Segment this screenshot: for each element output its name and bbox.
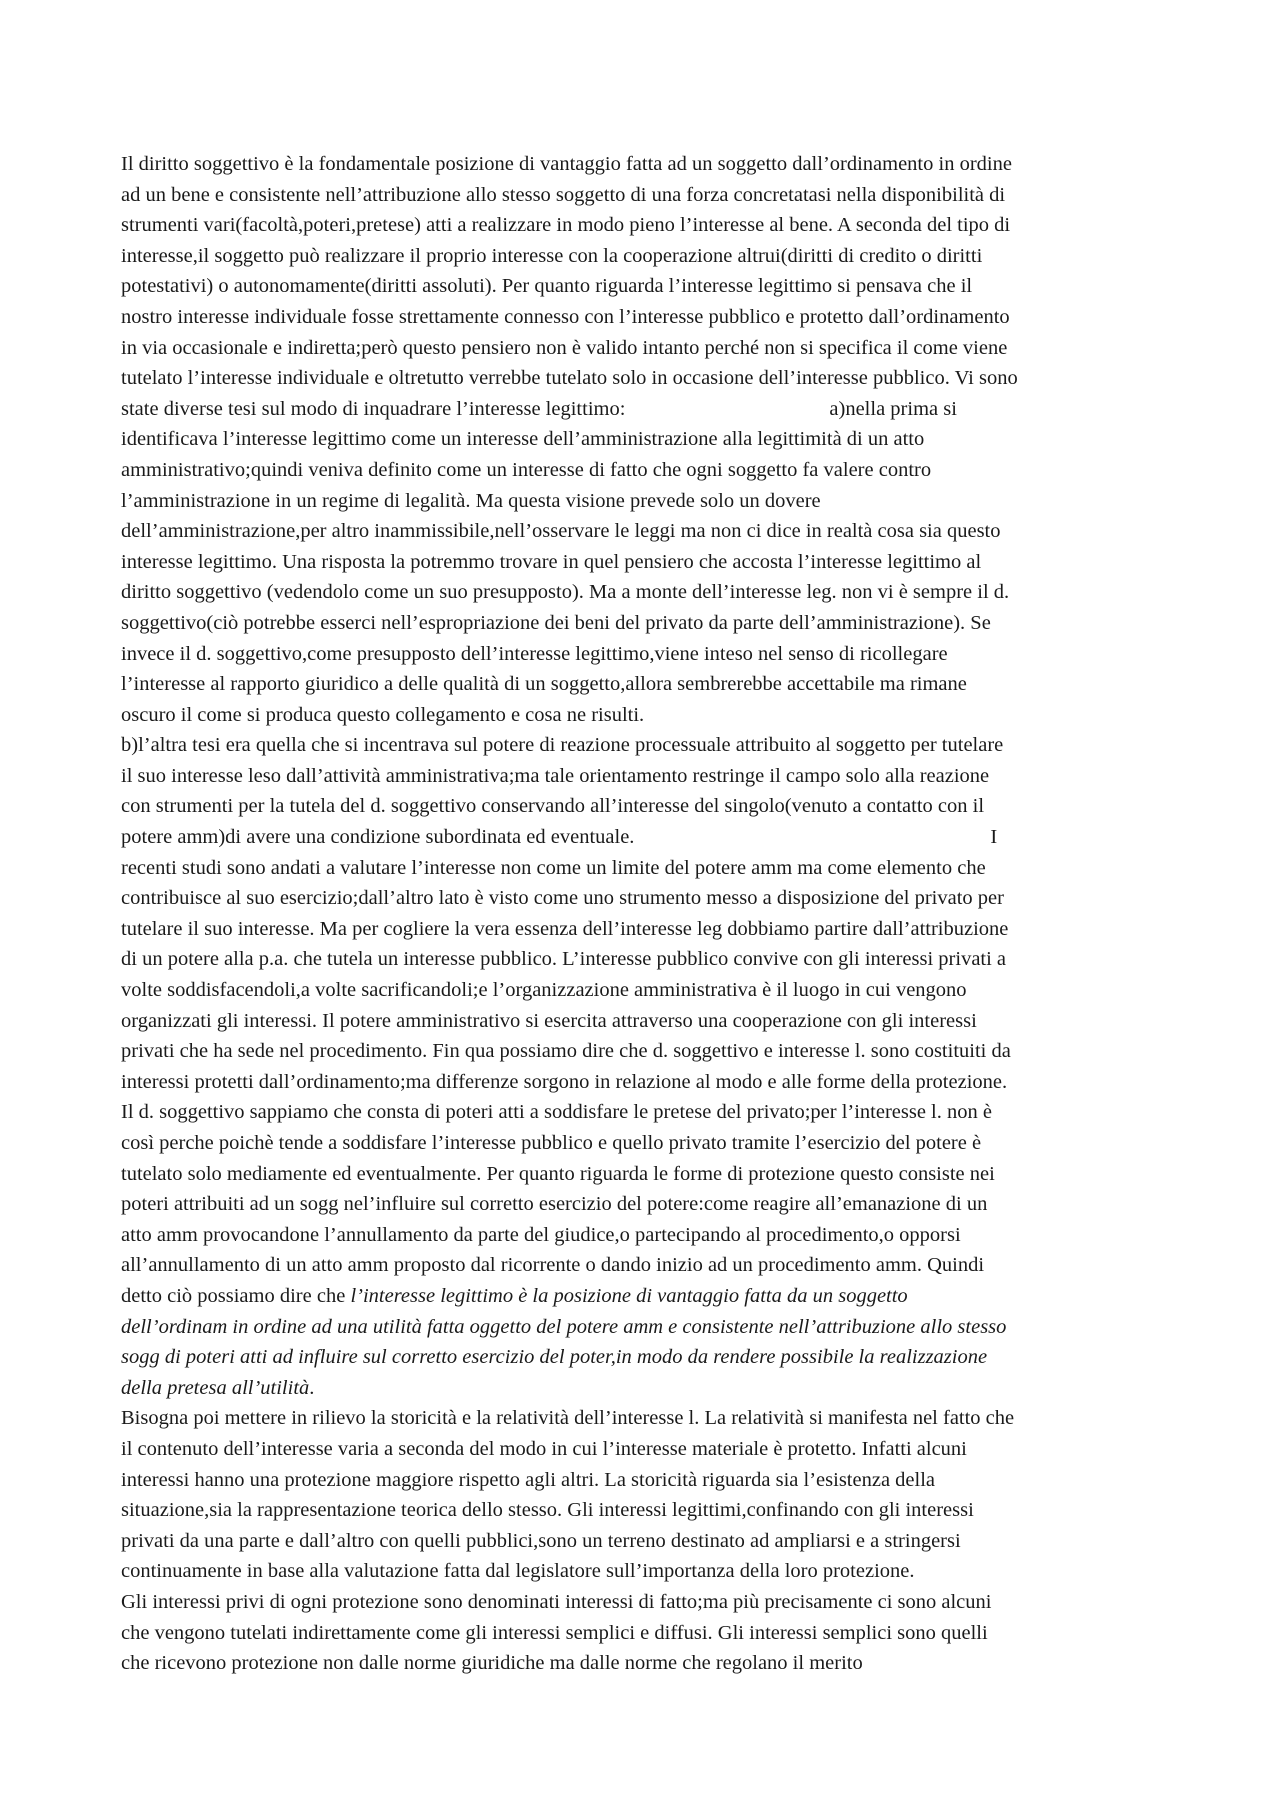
line-text: ad un bene e consistente nell’attribuzione allo stesso soggetto di una forza concretatasi nella disponibilità di — [121, 183, 1006, 206]
text-line — [121, 1281, 1173, 1312]
line-text: volte soddisfacendoli,a volte sacrificandoli;e l’organizzazione amministrativa è il luogo in cui vengono — [121, 979, 967, 1002]
text-line — [121, 455, 1173, 486]
line-text: con strumenti per la tutela del d. soggettivo conservando all’interesse del singolo(venuto a contatto con il — [121, 795, 985, 818]
text-line — [121, 1342, 1173, 1373]
line-italic-text: dell’ordinam in ordine ad una utilità fatta oggetto del potere amm e consistente nell’attribuzione allo stesso — [121, 1315, 1007, 1338]
line-tail-text: I — [990, 826, 998, 849]
text-line — [121, 1587, 1173, 1618]
line-text: Il d. soggettivo sappiamo che consta di poteri atti a soddisfare le pretese del privato;per l’interesse l. non è — [121, 1101, 992, 1124]
text-line — [121, 1036, 1173, 1067]
line-text: che ricevono protezione non dalle norme giuridiche ma dalle norme che regolano il merito — [121, 1652, 863, 1675]
text-line — [121, 1403, 1173, 1434]
text-line — [121, 302, 1173, 333]
text-line — [121, 975, 1173, 1006]
line-text: b)l’altra tesi era quella che si incentrava sul potere di reazione processuale attribuito al soggetto per tutelare — [121, 734, 1004, 757]
text-line — [121, 1189, 1173, 1220]
line-text: il contenuto dell’interesse varia a seconda del modo in cui l’interesse materiale è protetto. Infatti alcuni — [121, 1437, 967, 1460]
text-line — [121, 1097, 1173, 1128]
line-text: state diverse tesi sul modo di inquadrare l’interesse legittimo: — [121, 397, 626, 420]
line-text: di un potere alla p.a. che tutela un interesse pubblico. L’interesse pubblico convive con gli interessi privati a — [121, 948, 1007, 971]
line-text: interessi hanno una protezione maggiore rispetto agli altri. La storicità riguarda sia l’esistenza della — [121, 1468, 936, 1491]
text-line — [121, 1006, 1173, 1037]
text-line — [121, 1526, 1173, 1557]
line-text: identificava l’interesse legittimo come un interesse dell’amministrazione alla legittimità di un atto — [121, 428, 925, 451]
text-line — [121, 210, 1173, 241]
line-text: oscuro il come si produca questo collegamento e cosa ne risulti. — [121, 703, 645, 726]
text-line — [121, 700, 1173, 731]
text-line — [121, 516, 1173, 547]
text-line — [121, 333, 1173, 364]
text-line — [121, 1556, 1173, 1587]
body-text — [121, 149, 1173, 1679]
line-text: Gli interessi privi di ogni protezione sono denominati interessi di fatto;ma più precisamente ci sono alcuni — [121, 1590, 992, 1613]
text-line — [121, 822, 1173, 853]
line-text: recenti studi sono andati a valutare l’interesse non come un limite del potere amm ma come elemento che — [121, 856, 986, 879]
line-text: l’amministrazione in un regime di legalità. Ma questa visione prevede solo un dovere — [121, 489, 821, 512]
line-text: diritto soggettivo (vedendolo come un suo presupposto). Ma a monte dell’interesse leg. non vi è sempre il d. — [121, 581, 1010, 604]
line-text: strumenti vari(facoltà,poteri,pretese) atti a realizzare in modo pieno l’interesse al bene. A seconda del tipo di — [121, 214, 1011, 237]
line-text: amministrativo;quindi veniva definito come un interesse di fatto che ogni soggetto fa valere contro — [121, 458, 932, 481]
line-text: Il diritto soggettivo è la fondamentale posizione di vantaggio fatta ad un soggetto dall’ordinamento in ordine — [121, 153, 1012, 175]
text-line — [121, 1373, 1173, 1404]
line-tail-text: a)nella prima si — [829, 397, 957, 420]
line-italic-text: l’interesse legittimo è la posizione di vantaggio fatta da un soggetto — [350, 1284, 908, 1307]
line-text: invece il d. soggettivo,come presupposto dell’interesse legittimo,viene inteso nel senso di ricollegare — [121, 642, 948, 665]
line-text: l’interesse al rapporto giuridico a delle qualità di un soggetto,allora sembrerebbe accettabile ma rimane — [121, 673, 967, 696]
text-line — [121, 241, 1173, 272]
line-text: che vengono tutelati indirettamente come gli interessi semplici e diffusi. Gli interessi semplici sono quelli — [121, 1621, 988, 1644]
text-line — [121, 149, 1173, 180]
text-line — [121, 639, 1173, 670]
text-line — [121, 1159, 1173, 1190]
text-line — [121, 394, 1173, 425]
line-text: interessi protetti dall’ordinamento;ma differenze sorgono in relazione al modo e alle forme della protezione. — [121, 1070, 1008, 1093]
line-text: all’annullamento di un atto amm proposto dal ricorrente o dando inizio ad un procedimento amm. Quindi — [121, 1254, 985, 1277]
text-line — [121, 424, 1173, 455]
text-line — [121, 1067, 1173, 1098]
text-line — [121, 1434, 1173, 1465]
line-text: in via occasionale e indiretta;però questo pensiero non è valido intanto perché non si specifica il come viene — [121, 336, 1008, 359]
text-line — [121, 1465, 1173, 1496]
line-text: Bisogna poi mettere in rilievo la storicità e la relatività dell’interesse l. La relatività si manifesta nel fatto che — [121, 1407, 1015, 1430]
line-italic-text: sogg di poteri atti ad influire sul corretto esercizio del poter,in modo da rendere possibile la realizzazione — [121, 1346, 988, 1369]
line-text: privati che ha sede nel procedimento. Fin qua possiamo dire che d. soggettivo e interesse l. sono costituiti da — [121, 1040, 1011, 1063]
text-line — [121, 1250, 1173, 1281]
text-line — [121, 1618, 1173, 1649]
text-line — [121, 271, 1173, 302]
text-line — [121, 486, 1173, 517]
text-line — [121, 608, 1173, 639]
text-line — [121, 1128, 1173, 1159]
text-line — [121, 883, 1173, 914]
text-line — [121, 1648, 1173, 1679]
line-text: contribuisce al suo esercizio;dall’altro lato è visto come uno strumento messo a disposizione del privato per — [121, 887, 1004, 910]
text-line — [121, 1312, 1173, 1343]
line-text: tutelato solo mediamente ed eventualmente. Per quanto riguarda le forme di protezione questo consiste nei — [121, 1162, 995, 1185]
text-line — [121, 853, 1173, 884]
line-text: dell’amministrazione,per altro inammissibile,nell’osservare le leggi ma non ci dice in realtà cosa sia questo — [121, 520, 1001, 543]
line-text: organizzati gli interessi. Il potere amministrativo si esercita attraverso una cooperazione con gli interessi — [121, 1009, 977, 1032]
line-text: potere amm)di avere una condizione subordinata ed eventuale. — [121, 826, 635, 849]
line-text: privati da una parte e dall’altro con quelli pubblici,sono un terreno destinato ad ampliarsi e a stringersi — [121, 1529, 961, 1552]
line-italic-text: della pretesa all’utilità — [121, 1376, 310, 1399]
line-text: soggettivo(ciò potrebbe esserci nell’espropriazione dei beni del privato da parte dell’amministrazione). Se — [121, 611, 991, 634]
line-text: potestativi) o autonomamente(diritti assoluti). Per quanto riguarda l’interesse legittimo si pensava che il — [121, 275, 973, 298]
text-line — [121, 577, 1173, 608]
line-text: interesse legittimo. Una risposta la potremmo trovare in quel pensiero che accosta l’interesse legittimo al — [121, 550, 982, 573]
line-text: tutelare il suo interesse. Ma per cogliere la vera essenza dell’interesse leg dobbiamo partire dall’attribuzione — [121, 917, 1009, 940]
line-text: continuamente in base alla valutazione fatta dal legislatore sull’importanza della loro protezione. — [121, 1560, 915, 1583]
line-text: il suo interesse leso dall’attività amministrativa;ma tale orientamento restringe il campo solo alla reazione — [121, 764, 990, 787]
line-text: interesse,il soggetto può realizzare il proprio interesse con la cooperazione altrui(diritti di credito o diritti — [121, 244, 983, 267]
text-line — [121, 180, 1173, 211]
text-line — [121, 914, 1173, 945]
line-text: atto amm provocandone l’annullamento da parte del giudice,o partecipando al procedimento,o opporsi — [121, 1223, 961, 1246]
text-line — [121, 669, 1173, 700]
text-line — [121, 791, 1173, 822]
line-text: poteri attribuiti ad un sogg nel’influire sul corretto esercizio del potere:come reagire all’emanazione di un — [121, 1193, 988, 1216]
text-line — [121, 363, 1173, 394]
text-line — [121, 547, 1173, 578]
text-line — [121, 761, 1173, 792]
text-line — [121, 1495, 1173, 1526]
line-tail-text: . — [309, 1376, 315, 1399]
line-text: tutelato l’interesse individuale e oltretutto verrebbe tutelato solo in occasione dell’interesse pubblico. Vi sono — [121, 367, 1018, 390]
line-text: situazione,sia la rappresentazione teorica dello stesso. Gli interessi legittimi,confinando con gli interessi — [121, 1499, 974, 1522]
line-text: nostro interesse individuale fosse strettamente connesso con l’interesse pubblico e protetto dall’ordinamento — [121, 305, 1010, 328]
text-line — [121, 730, 1173, 761]
line-text: così perche poichè tende a soddisfare l’interesse pubblico e quello privato tramite l’esercizio del potere è — [121, 1132, 982, 1154]
text-line — [121, 1220, 1173, 1251]
text-line — [121, 944, 1173, 975]
line-text: detto ciò possiamo dire che — [121, 1284, 351, 1307]
